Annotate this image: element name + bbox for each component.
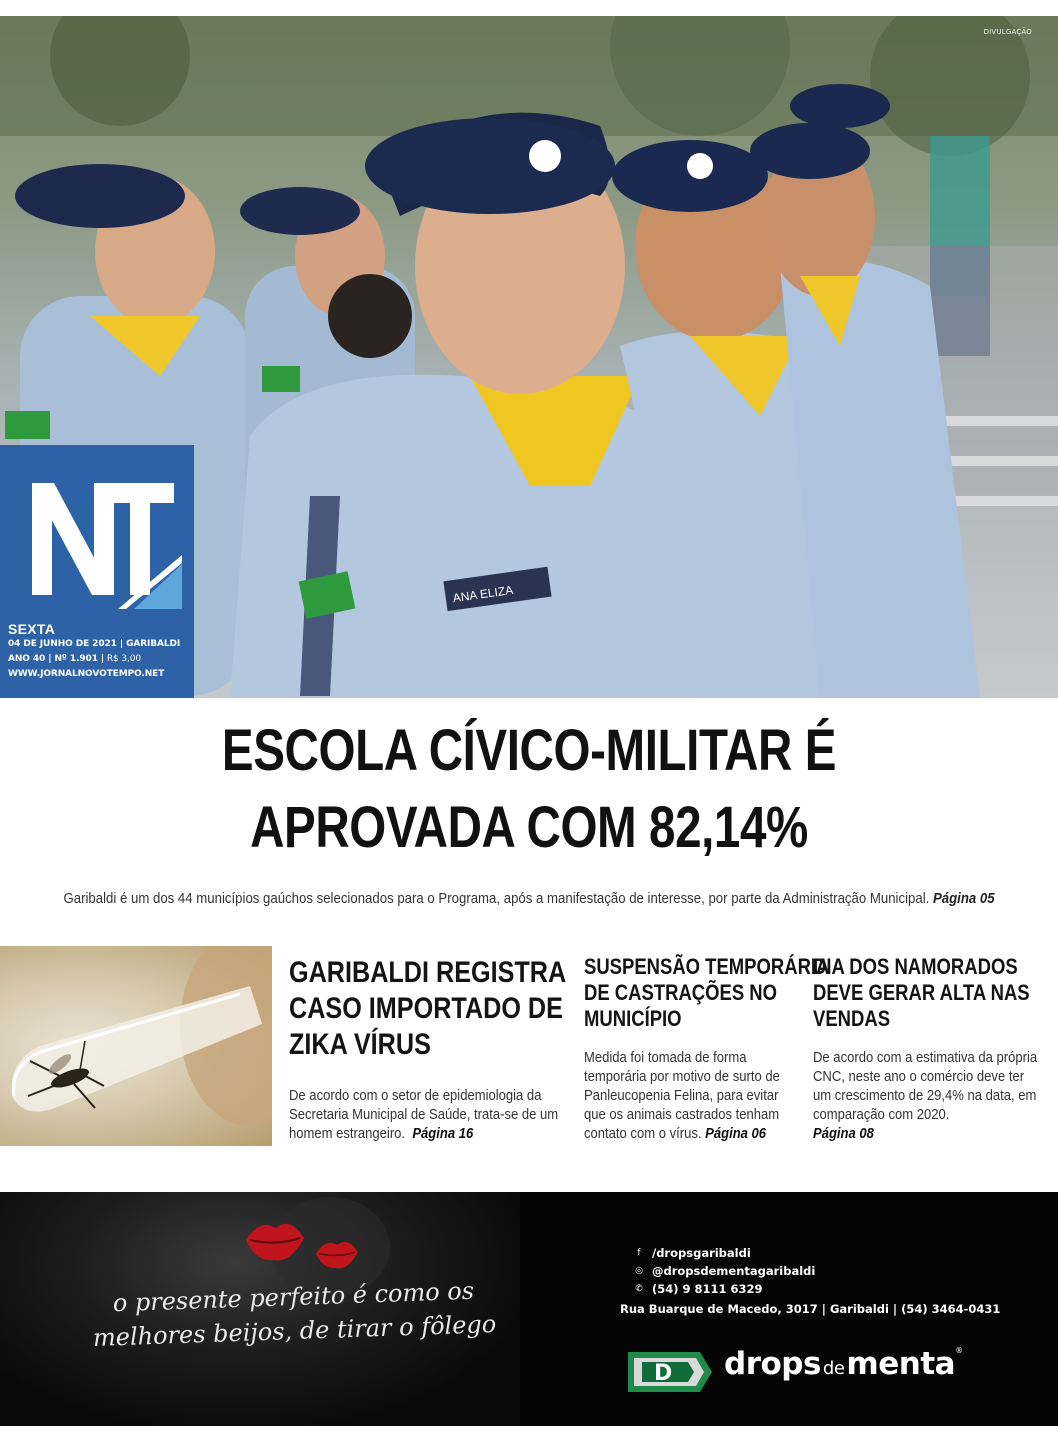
story1-body [289, 1087, 558, 1144]
facebook-icon: f [637, 1248, 641, 1258]
instagram-row[interactable] [620, 1262, 1000, 1280]
story2-body-line: que os animais castrados tenham [584, 1107, 780, 1123]
story3-body-line: CNC, neste ano o comércio deve ter [813, 1069, 1025, 1085]
story2-body [584, 1049, 780, 1144]
advertisement[interactable] [0, 1192, 1058, 1426]
trademark: ® [955, 1346, 963, 1355]
story2-body-line: temporária por motivo de surto de [584, 1069, 780, 1085]
ad-slogan-line1: o presente perfeito é como os [112, 1276, 475, 1318]
story3-body-line: um crescimento de 29,4% na data, em [813, 1088, 1037, 1104]
story3-title-line: DEVE GERAR ALTA NAS [813, 980, 1030, 1005]
facebook-handle: /dropsgaribaldi [652, 1246, 751, 1260]
brand-part2: de [822, 1358, 845, 1379]
whatsapp-number: (54) 9 8111 6329 [652, 1282, 763, 1296]
issue-number: ANO 40 | Nº 1.901 | [8, 654, 105, 664]
story2-title-line: MUNICÍPIO [584, 1006, 682, 1031]
story3-title-line: VENDAS [813, 1006, 891, 1031]
issue-number-price [8, 652, 190, 667]
story2-body-text: contato com o vírus. [584, 1126, 702, 1142]
ad-contact [620, 1244, 1000, 1318]
story3-title [813, 954, 1030, 1032]
story2-title [584, 954, 829, 1032]
story2-title-line: SUSPENSÃO TEMPORÁRIA [584, 954, 830, 979]
story1-title-line: GARIBALDI REGISTRA [289, 956, 567, 989]
story3-body-line: comparação com 2020. [813, 1107, 950, 1123]
logo-letter: D [654, 1361, 673, 1386]
story2-body-line: Panleucopenia Felina, para evitar [584, 1088, 779, 1104]
instagram-handle: @dropsdementagaribaldi [652, 1264, 816, 1278]
issue-price: R$ 3,00 [104, 654, 142, 664]
issue-info [8, 621, 190, 682]
story3-page-ref[interactable]: Página 08 [813, 1126, 874, 1142]
whatsapp-row[interactable] [620, 1280, 1000, 1298]
drops-logo-icon [622, 1344, 718, 1400]
story1-body-line: Secretaria Municipal de Saúde, trata-se de um [289, 1107, 559, 1123]
story1-title [289, 955, 566, 1063]
main-lead-text: Garibaldi é um dos 44 municípios gaúchos selecionados para o Programa, após a manifestação de interesse, por parte da Administração Municipal. [63, 890, 930, 907]
story1-body-line-last [289, 1125, 558, 1144]
story3-title-line: DIA DOS NAMORADOS [813, 954, 1018, 979]
zika-story-photo [0, 946, 272, 1146]
store-address: Rua Buarque de Macedo, 3017 | Garibaldi | (54) 3464-0431 [620, 1302, 1001, 1316]
mosquito-tube-illustration [0, 946, 272, 1146]
main-page-ref[interactable]: Página 05 [932, 890, 995, 907]
issue-weekday: SEXTA [8, 621, 56, 637]
svg-text:ANA ELIZA: ANA ELIZA [451, 582, 514, 606]
ad-image-panel [0, 1192, 520, 1426]
brand-wordmark [724, 1346, 963, 1382]
story2-page-ref[interactable]: Página 06 [705, 1126, 767, 1142]
whatsapp-icon: ✆ [635, 1284, 643, 1294]
main-headline-line2: APROVADA COM 82,14% [250, 795, 808, 860]
story3-body [813, 1049, 1037, 1144]
story2-body-line: Medida foi tomada de forma [584, 1050, 747, 1066]
website-link[interactable]: WWW.JORNALNOVOTEMPO.NET [8, 669, 165, 679]
story1-page-ref[interactable]: Página 16 [412, 1126, 474, 1142]
photo-credit: DIVULGAÇÃO [983, 28, 1032, 36]
story2-body-line-last [584, 1125, 780, 1144]
brand-part1: drops [724, 1346, 821, 1382]
masthead [0, 445, 194, 698]
newspaper-logo [14, 459, 182, 609]
story2-title-line: DE CASTRAÇÕES NO [584, 980, 778, 1005]
ad-slogan-line2: melhores beijos, de tirar o fôlego [92, 1309, 497, 1353]
instagram-icon: ◎ [635, 1266, 643, 1276]
story1-body-text: homem estrangeiro. [289, 1126, 406, 1142]
main-lead [63, 890, 994, 907]
brand-part3: menta [846, 1346, 956, 1382]
story1-body-line: De acordo com o setor de epidemiologia da [289, 1088, 542, 1104]
story3-body-line: De acordo com a estimativa da própria [813, 1050, 1038, 1066]
main-headline-line1: ESCOLA CÍVICO-MILITAR É [221, 718, 837, 783]
drops-de-menta-logo [622, 1344, 1022, 1400]
story1-title-line: ZIKA VÍRUS [289, 1028, 431, 1061]
facebook-row[interactable] [620, 1244, 1000, 1262]
story1-title-line: CASO IMPORTADO DE [289, 992, 563, 1025]
issue-date-city: 04 DE JUNHO DE 2021 | GARIBALDI [8, 639, 181, 649]
